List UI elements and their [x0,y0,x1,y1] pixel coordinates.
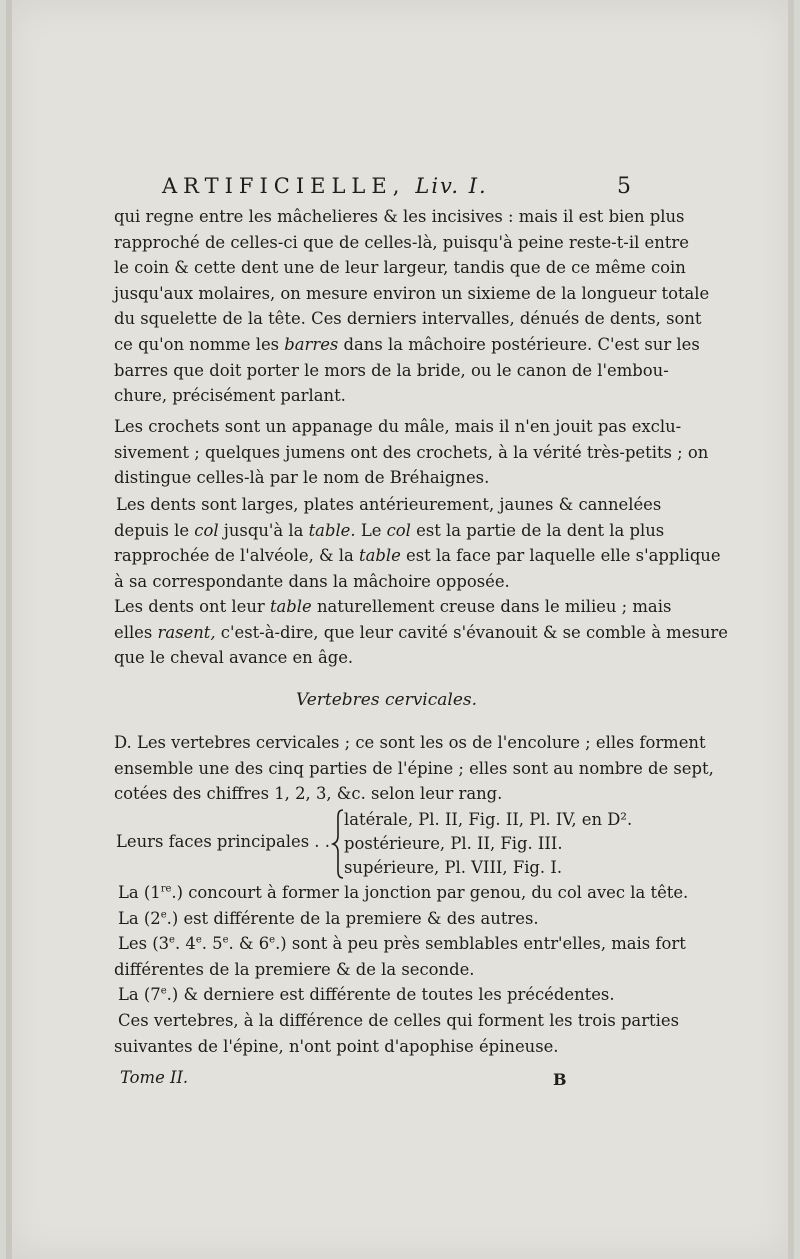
text-run: .) sont à peu près semblables entr'elles, mais fort [275,934,686,954]
faces-list [344,808,632,880]
text-line: chure, précisément parlant. [114,386,346,406]
header-book: Liv. I. [415,174,488,198]
text-run: . & 6 [228,934,270,954]
superscript: e [160,985,167,997]
section-heading: Vertebres cervicales. [296,690,478,710]
text-run: . 4 [174,934,196,954]
text-line: différentes de la premiere & de la seconde. [114,959,475,979]
text-run: jusqu'à la [218,520,309,540]
paragraph-3 [114,492,721,594]
page-left-edge [6,0,12,1259]
text-line: qui regne entre les mâchelieres & les incisives : mais il est bien plus [114,207,685,226]
text-run: naturellement creuse dans le milieu ; mais [311,597,672,616]
faces-label: Leurs faces principales . . [116,832,330,851]
text-line: Les dents sont larges, plates antérieurement, jaunes & cannelées [116,495,662,514]
text-line: ensemble une des cinq parties de l'épine ; elles sont au nombre de sept, [114,758,714,778]
text-run: ce qu'on nomme les [114,334,285,354]
paragraph-5 [114,730,714,807]
text-run: depuis le [114,520,195,540]
text-line [114,931,686,957]
paragraph-6 [114,880,689,1059]
text-line: que le cheval avance en âge. [114,648,354,668]
text-line: cotées des chiffres 1, 2, 3, &c. selon leur rang. [114,784,503,804]
term-table: table [269,597,312,616]
text-run: c'est-à-dire, que leur cavité s'évanouit & se comble à mesure [215,622,728,642]
paragraph-2 [114,414,709,491]
paragraph-4 [114,594,728,671]
superscript: e [169,934,175,946]
text-run: Les dents ont leur [114,597,270,616]
superscript: e [195,934,202,946]
text-run: Le [355,520,387,540]
running-header [162,174,632,204]
text-run: est la partie de la dent la plus [410,520,665,540]
text-run: dans la mâchoire postérieure. C'est sur les [338,334,700,354]
page-right-edge [788,0,794,1259]
text-line: barres que doit porter le mors de la bride, ou le canon de l'embou- [114,360,669,380]
text-line: suivantes de l'épine, n'ont point d'apophise épineuse. [114,1036,559,1056]
superscript: e [269,934,276,946]
text-line [114,543,721,569]
text-line [114,880,689,906]
text-run: La (2 [118,908,161,928]
text-run: . 5 [201,934,223,954]
face-item: postérieure, Pl. II, Fig. III. [344,834,563,853]
paragraph-1 [114,204,710,409]
text-line: D. Les vertebres cervicales ; ce sont les os de l'encolure ; elles forment [114,733,706,752]
signature-mark: B [553,1070,567,1089]
term-barres: barres [284,334,339,354]
page-number: 5 [617,174,631,199]
term-table: table [359,546,401,566]
face-item: latérale, Pl. II, Fig. II, Pl. IV, en D². [344,810,633,829]
text-line: rapproché de celles-ci que de celles-là, puisqu'à peine reste-t-il entre [114,232,689,252]
text-line [114,620,728,646]
curly-brace-icon [331,808,345,880]
text-run: .) concourt à former la jonction par genou, du col avec la tête. [171,883,689,902]
superscript: re [160,883,172,895]
text-run: La (7 [118,985,161,1005]
face-item: supérieure, Pl. VIII, Fig. I. [344,858,563,877]
superscript: e [160,909,167,921]
term-rasent: rasent, [157,622,216,642]
text-line: Les crochets sont un appanage du mâle, mais il n'en jouit pas exclu- [114,417,682,436]
text-line: à sa correspondante dans la mâchoire opposée. [114,571,510,591]
text-run: .) est différente de la premiere & des autres. [166,908,539,928]
text-line: sivement ; quelques jumens ont des crochets, à la vérité très-petits ; on [114,442,709,462]
text-run: Les (3 [118,934,170,954]
text-run: elles [114,622,158,642]
text-line: Ces vertebres, à la différence de celles qui forment les trois parties [118,1010,679,1030]
text-line [114,518,665,544]
text-line: du squelette de la tête. Ces derniers intervalles, dénués de dents, sont [114,309,702,329]
term-table: table. [308,520,356,540]
text-line: le coin & cette dent une de leur largeur, tandis que de ce même coin [114,258,686,278]
text-line [114,332,700,358]
header-title: ARTIFICIELLE, [162,174,406,198]
term-col: col [386,520,411,540]
term-col: col [194,520,219,540]
text-run: .) & derniere est différente de toutes les précédentes. [166,985,615,1005]
superscript: e [222,934,229,946]
text-line [114,594,672,620]
text-run: est la face par laquelle elle s'applique [400,546,721,566]
text-run: La (1 [118,883,161,902]
text-line: jusqu'aux molaires, on mesure environ un sixieme de la longueur totale [114,283,710,303]
text-run: rapprochée de l'alvéole, & la [114,546,360,566]
text-line: distingue celles-là par le nom de Bréhaignes. [114,468,490,488]
volume-label: Tome II. [120,1068,189,1087]
faces-brace-table [116,808,646,880]
text-line [114,906,642,932]
text-line [114,982,642,1008]
